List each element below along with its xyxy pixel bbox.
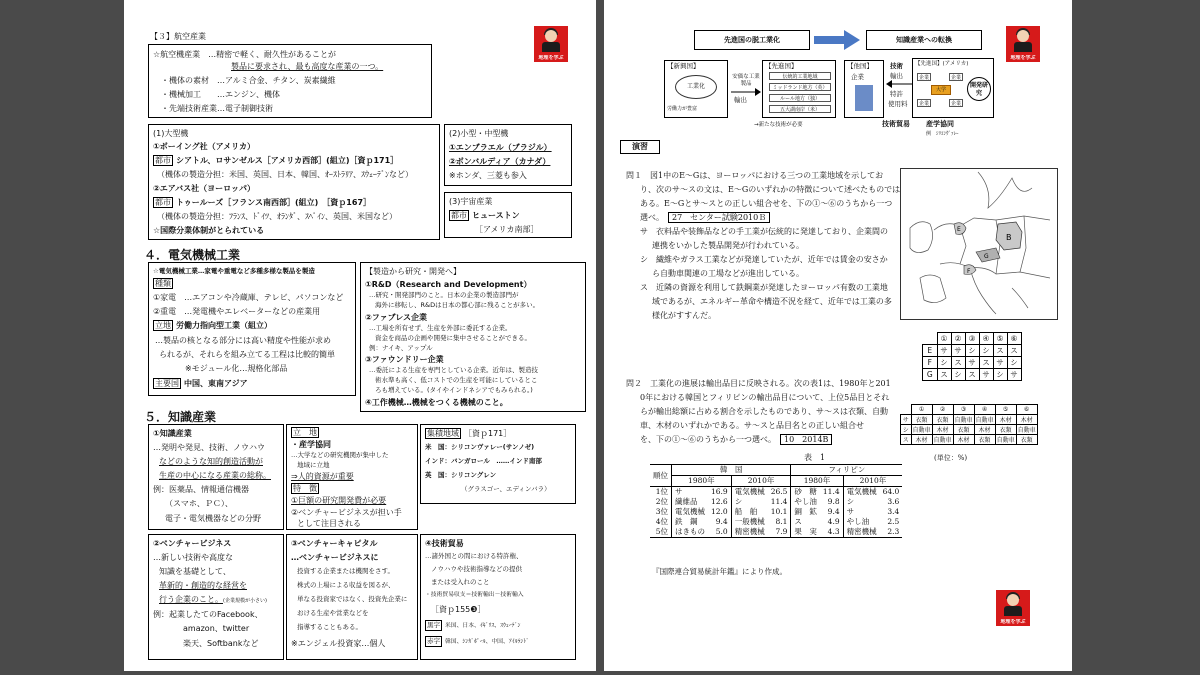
table-cell: 電気機械 [675, 507, 705, 516]
rd-line: ②ファブレス企業 [365, 313, 428, 322]
q2-line: 0年における韓国とフィリピンの輸出品目について、上位5品目とそれ [640, 393, 890, 402]
table-header: 1980年 [791, 476, 843, 487]
elec-box [148, 262, 356, 396]
table-cell: 5.0 [708, 527, 731, 538]
table-cell: 電気機械 [846, 487, 877, 496]
rd-circle: 開発研究 [967, 77, 991, 101]
know-note: (企業規模が小さい) [223, 598, 267, 604]
know-line: 英 国：シリコングレン [425, 471, 497, 479]
venture-box [148, 534, 284, 660]
boeing-line: ①ボーイング社（アメリカ） [153, 142, 256, 151]
know-box-1 [148, 424, 284, 530]
rd-title: 【製造から研究・開発へ】 [365, 267, 461, 276]
know-line: 電子・電気機器などの分野 [165, 514, 261, 523]
know-line: または受入れのこと [431, 578, 490, 586]
section-heading-know: ５．知識産業 [144, 410, 217, 424]
university-icon: 大学 [931, 85, 951, 95]
space-title: (3)宇宙産業 [449, 197, 493, 206]
table-cell: サ [846, 507, 855, 516]
rd-line: ろも増えている。(タイやインドネシアでもみられる。) [375, 386, 533, 394]
q1-option-su: 様化がすすんだ。 [652, 311, 717, 320]
table-row [650, 487, 902, 498]
surplus-tag: 黒字 [427, 621, 440, 629]
table-cell: 繊維品 [675, 497, 698, 506]
table-cell: はきもの [675, 527, 705, 536]
location-tag: 立 地 [293, 428, 317, 437]
elec-line: ①家電 …エアコンや冷蔵庫、テレビ、パソコンなど [153, 293, 344, 302]
know-line: …新しい技術や高度な [153, 553, 233, 562]
know-line: （グラスゴー、エディンバラ） [461, 485, 551, 493]
section-heading-aero: 【３】航空産業 [150, 32, 206, 41]
rd-line: …工場を所有せず、生産を外部に委託する企業。 [369, 324, 512, 332]
diagram-label: 例 ｼﾘｺﾝｳﾞｧﾚｰ [926, 131, 959, 137]
logo-stamp-icon: 地理を学ぶ [1006, 26, 1040, 62]
type-tag: 種類 [155, 279, 171, 288]
table-cell: 8.1 [768, 517, 791, 527]
diagram-label: 安価な工業製品 [732, 74, 760, 87]
q1-option-su: 域であるが、エネルギー革命や構造不況を経て、近年では工業の多 [652, 297, 892, 306]
know-line: ②ベンチャービジネスが担い手 [291, 508, 402, 517]
feature-tag: 特 徴 [293, 484, 317, 493]
table-cell: 9.4 [708, 517, 731, 527]
elec-line: ②重電 …発電機やエレベーターなどの産業用 [153, 307, 321, 316]
diagram-label: 特許 [890, 90, 903, 98]
small-aircraft-box [444, 124, 572, 186]
airbus-line: ②エアバス社（ヨーロッパ） [153, 184, 255, 193]
table-cell: やし油 [794, 497, 817, 506]
diagram-label: 技術貿易 [882, 120, 910, 128]
q1-option-su: ス 近隣の資源を利用して鉄鋼業が発達したヨーロッパ有数の工業地 [640, 283, 888, 292]
diagram-box-deindustrialization: 先進国の脱工業化 [694, 30, 810, 50]
table-cell: 鉄 鋼 [675, 517, 698, 526]
diagram-label: 輸出 [890, 72, 903, 80]
know-line: 指導することもある。 [297, 623, 362, 631]
table-cell: 一般機械 [734, 517, 765, 526]
know-line: 単なる投資家ではなく、投資先企業に [297, 595, 408, 603]
elec-line: …製品の核となる部分には高い精度や性能が求め [155, 336, 331, 345]
q1-option-sa: サ 衣料品や装飾品などの手工業が伝統的に発達しており、企業間の [640, 227, 888, 236]
aero-box [148, 44, 432, 118]
rd-line: ③ファウンドリー企業 [365, 355, 444, 364]
table-cell: 26.5 [768, 487, 791, 498]
boeing-mfg: （機体の製造分担：米国、英国、日本、韓国、ｵｰｽﾄﾗﾘｱ、ｽｳｪｰﾃﾞﾝなど） [157, 170, 413, 179]
diagram-other-country: 【他国】 企業 [844, 60, 884, 118]
know-line: ①巨額の研究開発費が必要 [291, 496, 387, 505]
know-line: …大学などの研究機関が集中した [291, 451, 389, 459]
diagram-label: 使用料 [888, 100, 908, 108]
table-header: 2010年 [731, 476, 791, 487]
know-line: として注目される [297, 519, 361, 528]
table-cell: 11.4 [768, 497, 791, 507]
know-line: 楽天、Softbankなど [183, 639, 259, 648]
large-aircraft-box [148, 124, 440, 240]
know-line: ［資ｐ155❸］ [431, 605, 486, 614]
airbus-city: トゥールーズ［フランス南西部］(組立) ［資ｐ167］ [176, 198, 372, 207]
table-caption: 表 1 [804, 453, 826, 462]
table-cell: 7.9 [768, 527, 791, 538]
arrow-right-icon [731, 88, 761, 96]
table-cell: 2位 [650, 497, 672, 507]
svg-text:B: B [1006, 233, 1012, 242]
aero-line: ・機械加工 …エンジン、機体 [161, 90, 280, 99]
diagram-newly-industrial: 【新興国】 工業化 労働力が豊富 [664, 60, 728, 118]
space-box [444, 192, 572, 238]
rd-line: ①R&D（Research and Development） [365, 280, 532, 289]
q2-line: 問２ 工業化の進展は輸出品目に反映される。次の表1は、1980年と201 [626, 379, 891, 388]
city-tag: 都市 [451, 211, 467, 220]
q1-option-sa: 連携をいかした製品開発が行われている。 [652, 241, 804, 250]
know-line: 生産の中心になる産業の総称。 [159, 471, 271, 480]
table-cell: 精密機械 [734, 527, 765, 536]
table-cell: 船 舶 [734, 507, 758, 516]
diagram-label: →新たな技術が必要 [754, 122, 803, 128]
table-cell: やし油 [846, 517, 870, 526]
know-line: 韓国、ｼﾝｶﾞﾎﾟｰﾙ、中国、ｱｲﾙﾗﾝﾄﾞ [445, 639, 530, 645]
export-table [650, 464, 902, 538]
q1-ref: 27 センター試験2010Ｂ [668, 212, 770, 223]
table-cell: サ [675, 487, 683, 496]
diagram-advanced-us: 【先進国】(アメリカ) 企業 企業 企業 企業 大学 開発研究 [912, 58, 994, 118]
rd-line: 例：ナイキ、アップル [369, 344, 433, 352]
arrow-right-icon [814, 30, 860, 50]
elec-line: 労働力指向型工業（組立） [176, 321, 272, 330]
know-line: ※エンジェル投資家…個人 [291, 639, 386, 648]
know-line: ②ベンチャービジネス [153, 539, 232, 548]
know-line: amazon、twitter [183, 624, 250, 633]
table-header: フィリピン [828, 465, 866, 474]
know-line: などのような知的創造活動が [159, 457, 263, 466]
left-page [124, 0, 596, 671]
logo-stamp-icon: 地理を学ぶ [996, 590, 1030, 626]
know-line: 行う企業のこと。 [159, 595, 223, 604]
airbus-mfg: （機体の製造分担：ﾌﾗﾝｽ、ﾄﾞｲﾂ、ｵﾗﾝﾀﾞ、ｽﾍﾟｲﾝ、英国、米国など） [157, 212, 397, 221]
know-line: ・産学協同 [291, 440, 331, 449]
rd-line: …委託による生産を専門としている企業。近年は、製造技 [369, 366, 538, 374]
aero-line: ・機体の素材 …アルミ合金、チタン、炭素繊維 [161, 76, 336, 85]
table-cell: 3.6 [887, 497, 900, 506]
table-cell: 4.3 [820, 527, 843, 538]
table-cell: 4位 [650, 517, 672, 527]
q1-line: り、次のサ～スの文は、E～Gのいずれかの特徴について述べたものでは [640, 185, 901, 194]
table-cell: 4.9 [820, 517, 843, 527]
logo-stamp-icon: 地理を学ぶ [534, 26, 568, 62]
europe-map [900, 168, 1058, 320]
table-cell: 12.0 [708, 507, 731, 517]
rd-line: ④工作機械…機械をつくる機械のこと。 [365, 398, 508, 407]
know-line: インド：バンガロール ……インド南部 [425, 457, 542, 465]
aero-line: 製品に要求され、最も高度な産業の一つ。 [231, 62, 384, 71]
q2-answer-grid: ① ② ③ ④ ⑤ ⑥ サ 衣類 衣類 自動車 自動車 木材 木材 シ 自動車 木材 衣類 木材 衣類 自動車 ス 木材 自動車 木材 衣類 自動車 衣類 [900, 404, 1038, 445]
tech-trade-box [420, 534, 576, 660]
know-line: ノウハウや技術指導などの提供 [431, 565, 522, 573]
venture-capital-box [286, 534, 418, 660]
know-line: 例：起業したてのFacebook、 [153, 610, 263, 619]
q1-line: 選べ。 [640, 213, 664, 222]
intl-line: ☆国際分業体制がとられている [153, 226, 265, 235]
table-row [650, 497, 902, 507]
cluster-tag: 集積地域 [427, 429, 459, 438]
rd-box [360, 262, 586, 412]
table-header: 2010年 [859, 476, 887, 485]
table-cell: 64.0 [882, 487, 900, 496]
small-title: (2)小型・中型機 [449, 129, 509, 138]
know-line: 米国、日本、ｲｷﾞﾘｽ、ｽｳｪｰﾃﾞﾝ [445, 623, 521, 629]
table-cell: 9.8 [820, 497, 843, 507]
table-header: 1980年 [672, 476, 732, 487]
know-line: …諸外国との間における特許権、 [425, 552, 523, 560]
table-cell: 砂 糖 [794, 487, 817, 496]
know-line: おける生産や営業などを [297, 609, 369, 617]
q1-answer-grid: ① ② ③ ④ ⑤ ⑥ E サ サ シ シ ス ス F シ ス サ ス サ シ G ス シ ス サ シ サ [922, 332, 1022, 381]
know-line: …ベンチャービジネスに [291, 553, 379, 562]
right-page [604, 0, 1072, 671]
q2-line: を、下の①～⑥のうちから一つ選べ。 [640, 435, 776, 444]
table-cell: 2.5 [887, 517, 900, 526]
know-box-3 [420, 424, 576, 504]
q1-line: 問１ 図1中のE～Gは、ヨーロッパにおける三つの工業地域を示してお [626, 171, 884, 180]
q2-line: らが輸出総額に占める割合を示したものであり、サ～スは衣類、自動 [640, 407, 888, 416]
ref-label: ［資ｐ171］ [464, 429, 512, 438]
know-line: ・技術貿易収支＝技術輸出－技術輸入 [425, 592, 524, 598]
know-line: …発明や発見、技術、ノウハウ [153, 443, 265, 452]
q2-ref: 10 2014B [780, 434, 832, 445]
table-source: 『国際連合貿易統計年鑑』により作成。 [652, 567, 787, 576]
table-row [650, 517, 902, 527]
diagram-advanced: 【先進国】 伝統的工業地域 ミッドランド地方（英） ルール地方（独） 五大湖南岸（米） [762, 60, 836, 118]
table-cell: 電気機械 [734, 487, 765, 496]
section-heading-elec: ４．電気機械工業 [144, 248, 241, 262]
know-line: ①知識産業 [153, 429, 192, 438]
elec-line: 中国、東南アジア [184, 379, 248, 388]
small-line: ※ホンダ、三菱も参入 [449, 171, 527, 180]
rd-line: …研究・開発部門のこと。日本の企業の製造部門が [369, 291, 519, 299]
rd-line: 海外に移転し、R&Dは日本の都心部に残ることが多い。 [375, 301, 540, 309]
table-cell: 2.3 [887, 527, 900, 536]
table-cell: 9.4 [820, 507, 843, 517]
table-row [650, 507, 902, 517]
aero-line: ・先端技術産業…電子制御技術 [161, 104, 273, 113]
table-cell: 12.6 [708, 497, 731, 507]
aero-line: ☆航空機産業 …精密で軽く、耐久性があることが [153, 50, 337, 59]
table-cell: 5位 [650, 527, 672, 538]
large-title: (1)大型機 [153, 129, 189, 138]
know-line: 地域に立地 [297, 461, 330, 469]
table-unit: (単位：%) [934, 454, 968, 462]
country-tag: 主要国 [155, 379, 179, 388]
city-tag: 都市 [155, 198, 171, 207]
table-cell: シ [846, 497, 855, 506]
table-cell: 精密機械 [846, 527, 877, 536]
boeing-city: シアトル、ロサンゼルス［アメリカ西部］(組立)［資ｐ171］ [176, 156, 399, 165]
q1-option-shi: シ 繊維やガラス工業などが発達していたが、近年では賃金の安さか [640, 255, 888, 264]
elec-line: ☆電気機械工業…家電や重電など多種多様な製品を製造 [153, 267, 315, 275]
table-row [650, 527, 902, 538]
elec-line: ※モジュール化…規格化部品 [185, 364, 288, 373]
svg-text:E: E [957, 226, 961, 233]
arrow-left-icon [886, 80, 912, 88]
small-line: ②ボンバルディア（カナダ） [449, 157, 551, 166]
location-tag: 立地 [155, 321, 171, 330]
know-line: 投資する企業または機関をさす。 [297, 567, 394, 575]
know-box-2 [286, 424, 418, 530]
know-line: ③ベンチャーキャピタル [291, 539, 378, 548]
diagram-box-knowledge: 知識産業への転換 [866, 30, 982, 50]
know-line: （スマホ、ＰＣ）、 [165, 499, 233, 508]
space-region: ［アメリカ南部］ [475, 225, 539, 234]
factory-icon: 工業化 [675, 75, 717, 99]
diagram-label: 技術 [890, 62, 903, 70]
table-cell: 10.1 [768, 507, 791, 517]
city-tag: 都市 [155, 156, 171, 165]
svg-text:G: G [984, 253, 989, 260]
building-icon [855, 85, 873, 111]
deficit-tag: 赤字 [427, 637, 440, 645]
diagram-label: 輸出 [734, 96, 747, 104]
rd-line: 資金を商品の企画や開発に集中させることができる。 [375, 334, 531, 342]
table-cell: 3位 [650, 507, 672, 517]
elec-line: られるが、それらを組み立てる工程は比較的簡単 [159, 350, 335, 359]
know-line: 例：医薬品、情報通信機器 [153, 485, 249, 494]
know-line: ④技術貿易 [425, 539, 464, 548]
know-line: 米 国：シリコンヴァレー(サンノゼ) [425, 443, 535, 451]
small-line: ①エンブラエル（ブラジル） [449, 143, 552, 152]
table-header: 順位 [650, 465, 672, 487]
table-cell: 銅 鉱 [794, 507, 817, 516]
table-cell: ス [794, 517, 802, 526]
table-header: 韓 国 [672, 465, 791, 476]
q1-option-shi: ら自動車関連の工場などが進出している。 [652, 269, 804, 278]
know-line: 知識を基礎として、 [159, 567, 231, 576]
table-cell: 11.4 [820, 487, 843, 498]
know-line: 革新的・創造的な経営を [159, 581, 247, 590]
know-line: 株式の上場による収益を図るが、 [297, 581, 395, 589]
table-cell: 果 実 [794, 527, 817, 536]
space-city: ヒューストン [472, 211, 520, 220]
table-cell: 1位 [650, 487, 672, 498]
svg-text:F: F [967, 268, 971, 275]
q1-line: ある。E～Gとサ～スとの正しい組合せを、下の①～⑥のうちから一つ [640, 199, 893, 208]
rd-line: 術水準も高く、低コストでの生産を可能にしているとこ [375, 376, 538, 384]
table-cell: 3.4 [887, 507, 900, 516]
ensyu-label: 演習 [620, 140, 660, 154]
diagram-label: 産学協同 [926, 120, 954, 128]
know-line: ⇒人的資源が重要 [291, 472, 354, 481]
table-cell: シ [734, 497, 743, 506]
table-cell: 16.9 [708, 487, 731, 498]
q2-line: 車、木材のいずれかである。サ～スと品目名との正しい組合せ [640, 421, 864, 430]
